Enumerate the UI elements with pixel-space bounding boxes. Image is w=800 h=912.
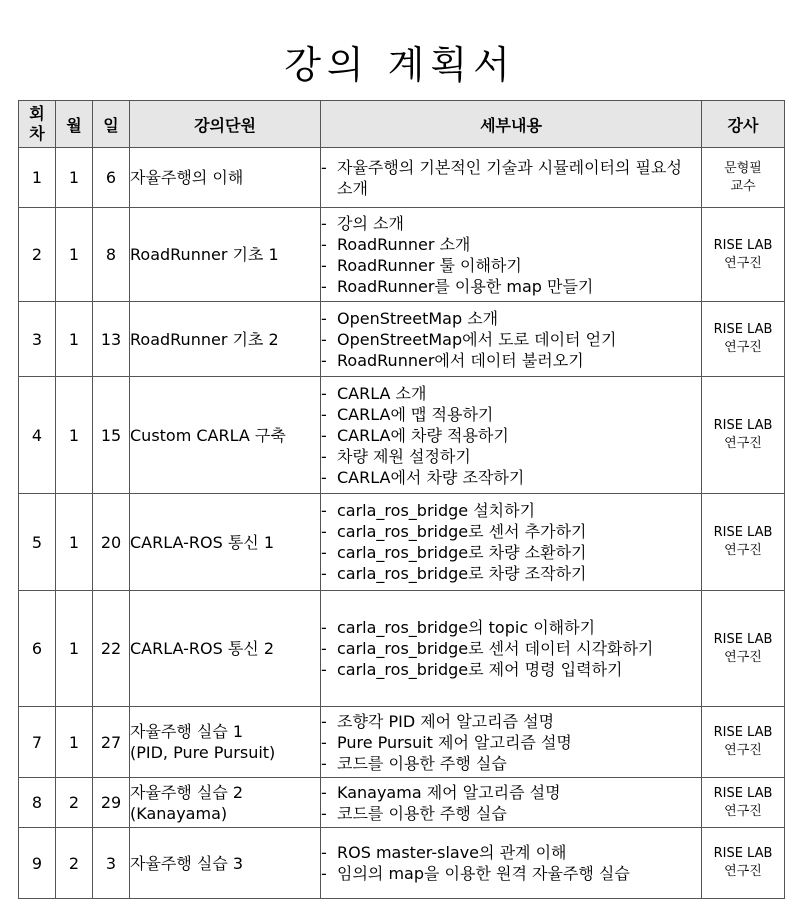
lecture-unit-line: RoadRunner 기초 2 [130, 329, 279, 349]
lecture-unit-line: 자율주행의 이해 [130, 168, 244, 187]
lecture-unit-cell [130, 494, 321, 591]
table-row [19, 778, 785, 828]
detail-list [321, 500, 701, 584]
session-number: 9 [19, 828, 56, 899]
lecture-unit-line: 자율주행 실습 1 [130, 722, 244, 741]
lecture-unit-line: CARLA-ROS 통신 2 [130, 639, 275, 658]
instructor-line: 연구진 [724, 649, 762, 665]
detail-list [321, 842, 701, 884]
instructor-line: RISE LAB [713, 631, 773, 647]
detail-cell [321, 707, 702, 778]
month-cell: 1 [56, 208, 93, 302]
session-number: 5 [19, 494, 56, 591]
month-cell: 1 [56, 494, 93, 591]
header-month: 월 [56, 101, 93, 148]
session-number: 3 [19, 302, 56, 377]
month-cell: 1 [56, 707, 93, 778]
session-number: 6 [19, 591, 56, 707]
instructor-line: 연구진 [724, 543, 762, 558]
lecture-unit-cell [130, 707, 321, 778]
header-session: 회 차 [19, 101, 56, 148]
detail-item: - CARLA에 차량 적용하기 [321, 425, 701, 446]
table-row [19, 828, 785, 899]
detail-item: - 코드를 이용한 주행 실습 [321, 753, 701, 774]
day-cell: 20 [93, 494, 130, 591]
detail-item: - 조향각 PID 제어 알고리즘 설명 [321, 711, 701, 732]
detail-cell [321, 494, 702, 591]
day-cell: 29 [93, 778, 130, 828]
detail-item: - 자율주행의 기본적인 기술과 시뮬레이터의 필요성 소개 [321, 157, 701, 199]
table-row [19, 377, 785, 494]
lecture-unit-line: RoadRunner 기초 1 [130, 245, 279, 264]
instructor-line: 연구진 [724, 436, 762, 451]
header-instructor: 강사 [702, 101, 785, 148]
detail-item: - OpenStreetMap 소개 [321, 308, 701, 329]
detail-cell [321, 302, 702, 377]
day-cell: 8 [93, 208, 130, 302]
table-row [19, 302, 785, 377]
header-unit: 강의단원 [130, 101, 321, 148]
day-cell: 15 [93, 377, 130, 494]
instructor-line: RISE LAB [713, 322, 773, 337]
detail-item: - CARLA 소개 [321, 383, 701, 404]
instructor-cell [702, 778, 785, 828]
detail-item: - carla_ros_bridge로 차량 조작하기 [321, 563, 701, 584]
table-row [19, 707, 785, 778]
day-cell: 3 [93, 828, 130, 899]
header-day: 일 [93, 101, 130, 148]
instructor-line: RISE LAB [713, 418, 773, 433]
detail-item: - carla_ros_bridge로 센서 데이터 시각화하기 [321, 638, 701, 659]
lecture-unit-cell [130, 778, 321, 828]
detail-item: - RoadRunner 소개 [321, 234, 701, 255]
lecture-unit-line: (PID, Pure Pursuit) [130, 743, 276, 762]
session-number: 2 [19, 208, 56, 302]
instructor-line: 연구진 [724, 340, 762, 355]
lecture-unit-line: 자율주행 실습 3 [130, 853, 244, 873]
lecture-unit-cell [130, 148, 321, 208]
month-cell: 1 [56, 377, 93, 494]
table-row [19, 591, 785, 707]
detail-item: - carla_ros_bridge로 차량 소환하기 [321, 542, 701, 563]
instructor-cell [702, 302, 785, 377]
detail-item: - Pure Pursuit 제어 알고리즘 설명 [321, 732, 701, 753]
session-number: 1 [19, 148, 56, 208]
lecture-unit-line: Custom CARLA 구축 [130, 425, 286, 445]
detail-list [321, 213, 701, 297]
session-number: 4 [19, 377, 56, 494]
lecture-unit-cell [130, 208, 321, 302]
instructor-line: 문형필 [724, 160, 762, 176]
day-cell: 27 [93, 707, 130, 778]
detail-cell [321, 828, 702, 899]
detail-list [321, 157, 701, 199]
detail-item: - carla_ros_bridge 설치하기 [321, 500, 701, 521]
detail-item: - carla_ros_bridge로 제어 명령 입력하기 [321, 659, 701, 680]
lecture-unit-cell [130, 302, 321, 377]
detail-item: - carla_ros_bridge로 센서 추가하기 [321, 521, 701, 542]
detail-cell [321, 377, 702, 494]
session-number: 8 [19, 778, 56, 828]
lecture-unit-cell [130, 377, 321, 494]
detail-list [321, 782, 701, 824]
instructor-line: RISE LAB [713, 237, 773, 253]
detail-item: - CARLA에서 차량 조작하기 [321, 467, 701, 488]
detail-item: - RoadRunner에서 데이터 불러오기 [321, 350, 701, 371]
lecture-unit-line: (Kanayama) [130, 803, 228, 823]
instructor-line: 연구진 [724, 864, 762, 879]
detail-item: - 코드를 이용한 주행 실습 [321, 803, 701, 824]
instructor-cell [702, 208, 785, 302]
lecture-plan-table [18, 100, 785, 899]
lecture-unit-line: 자율주행 실습 2 [130, 782, 244, 802]
table-row [19, 148, 785, 208]
detail-item: - 강의 소개 [321, 213, 701, 234]
detail-item: - RoadRunner 툴 이해하기 [321, 255, 701, 276]
instructor-line: 교수 [730, 178, 756, 194]
detail-cell [321, 148, 702, 208]
day-cell: 6 [93, 148, 130, 208]
lecture-unit-cell [130, 828, 321, 899]
instructor-line: RISE LAB [713, 525, 773, 540]
detail-cell [321, 778, 702, 828]
month-cell: 2 [56, 778, 93, 828]
session-number: 7 [19, 707, 56, 778]
lecture-unit-line: CARLA-ROS 통신 1 [130, 532, 275, 552]
detail-list [321, 711, 701, 774]
day-cell: 13 [93, 302, 130, 377]
instructor-cell [702, 707, 785, 778]
month-cell: 1 [56, 302, 93, 377]
detail-item: - RoadRunner를 이용한 map 만들기 [321, 276, 701, 297]
instructor-cell [702, 148, 785, 208]
header-detail: 세부내용 [321, 101, 702, 148]
table-row [19, 494, 785, 591]
month-cell: 1 [56, 148, 93, 208]
instructor-line: RISE LAB [713, 785, 773, 801]
instructor-cell [702, 591, 785, 707]
detail-list [321, 617, 701, 680]
month-cell: 2 [56, 828, 93, 899]
detail-list [321, 308, 701, 371]
lecture-unit-cell [130, 591, 321, 707]
instructor-line: 연구진 [724, 743, 762, 758]
table-header-row [19, 101, 785, 148]
detail-item: - OpenStreetMap에서 도로 데이터 얻기 [321, 329, 701, 350]
day-cell: 22 [93, 591, 130, 707]
table-row [19, 208, 785, 302]
instructor-line: RISE LAB [713, 725, 773, 740]
instructor-line: 연구진 [724, 255, 762, 271]
instructor-cell [702, 828, 785, 899]
detail-item: - 임의의 map을 이용한 원격 자율주행 실습 [321, 863, 701, 884]
instructor-line: RISE LAB [713, 846, 773, 861]
detail-cell [321, 591, 702, 707]
instructor-line: 연구진 [724, 803, 762, 819]
detail-item: - 차량 제원 설정하기 [321, 446, 701, 467]
instructor-cell [702, 377, 785, 494]
instructor-cell [702, 494, 785, 591]
detail-item: - ROS master-slave의 관계 이해 [321, 842, 701, 863]
month-cell: 1 [56, 591, 93, 707]
detail-cell [321, 208, 702, 302]
detail-list [321, 383, 701, 488]
page-title: 강의 계획서 [284, 43, 516, 87]
detail-item: - carla_ros_bridge의 topic 이해하기 [321, 617, 701, 638]
detail-item: - CARLA에 맵 적용하기 [321, 404, 701, 425]
detail-item: - Kanayama 제어 알고리즘 설명 [321, 782, 701, 803]
